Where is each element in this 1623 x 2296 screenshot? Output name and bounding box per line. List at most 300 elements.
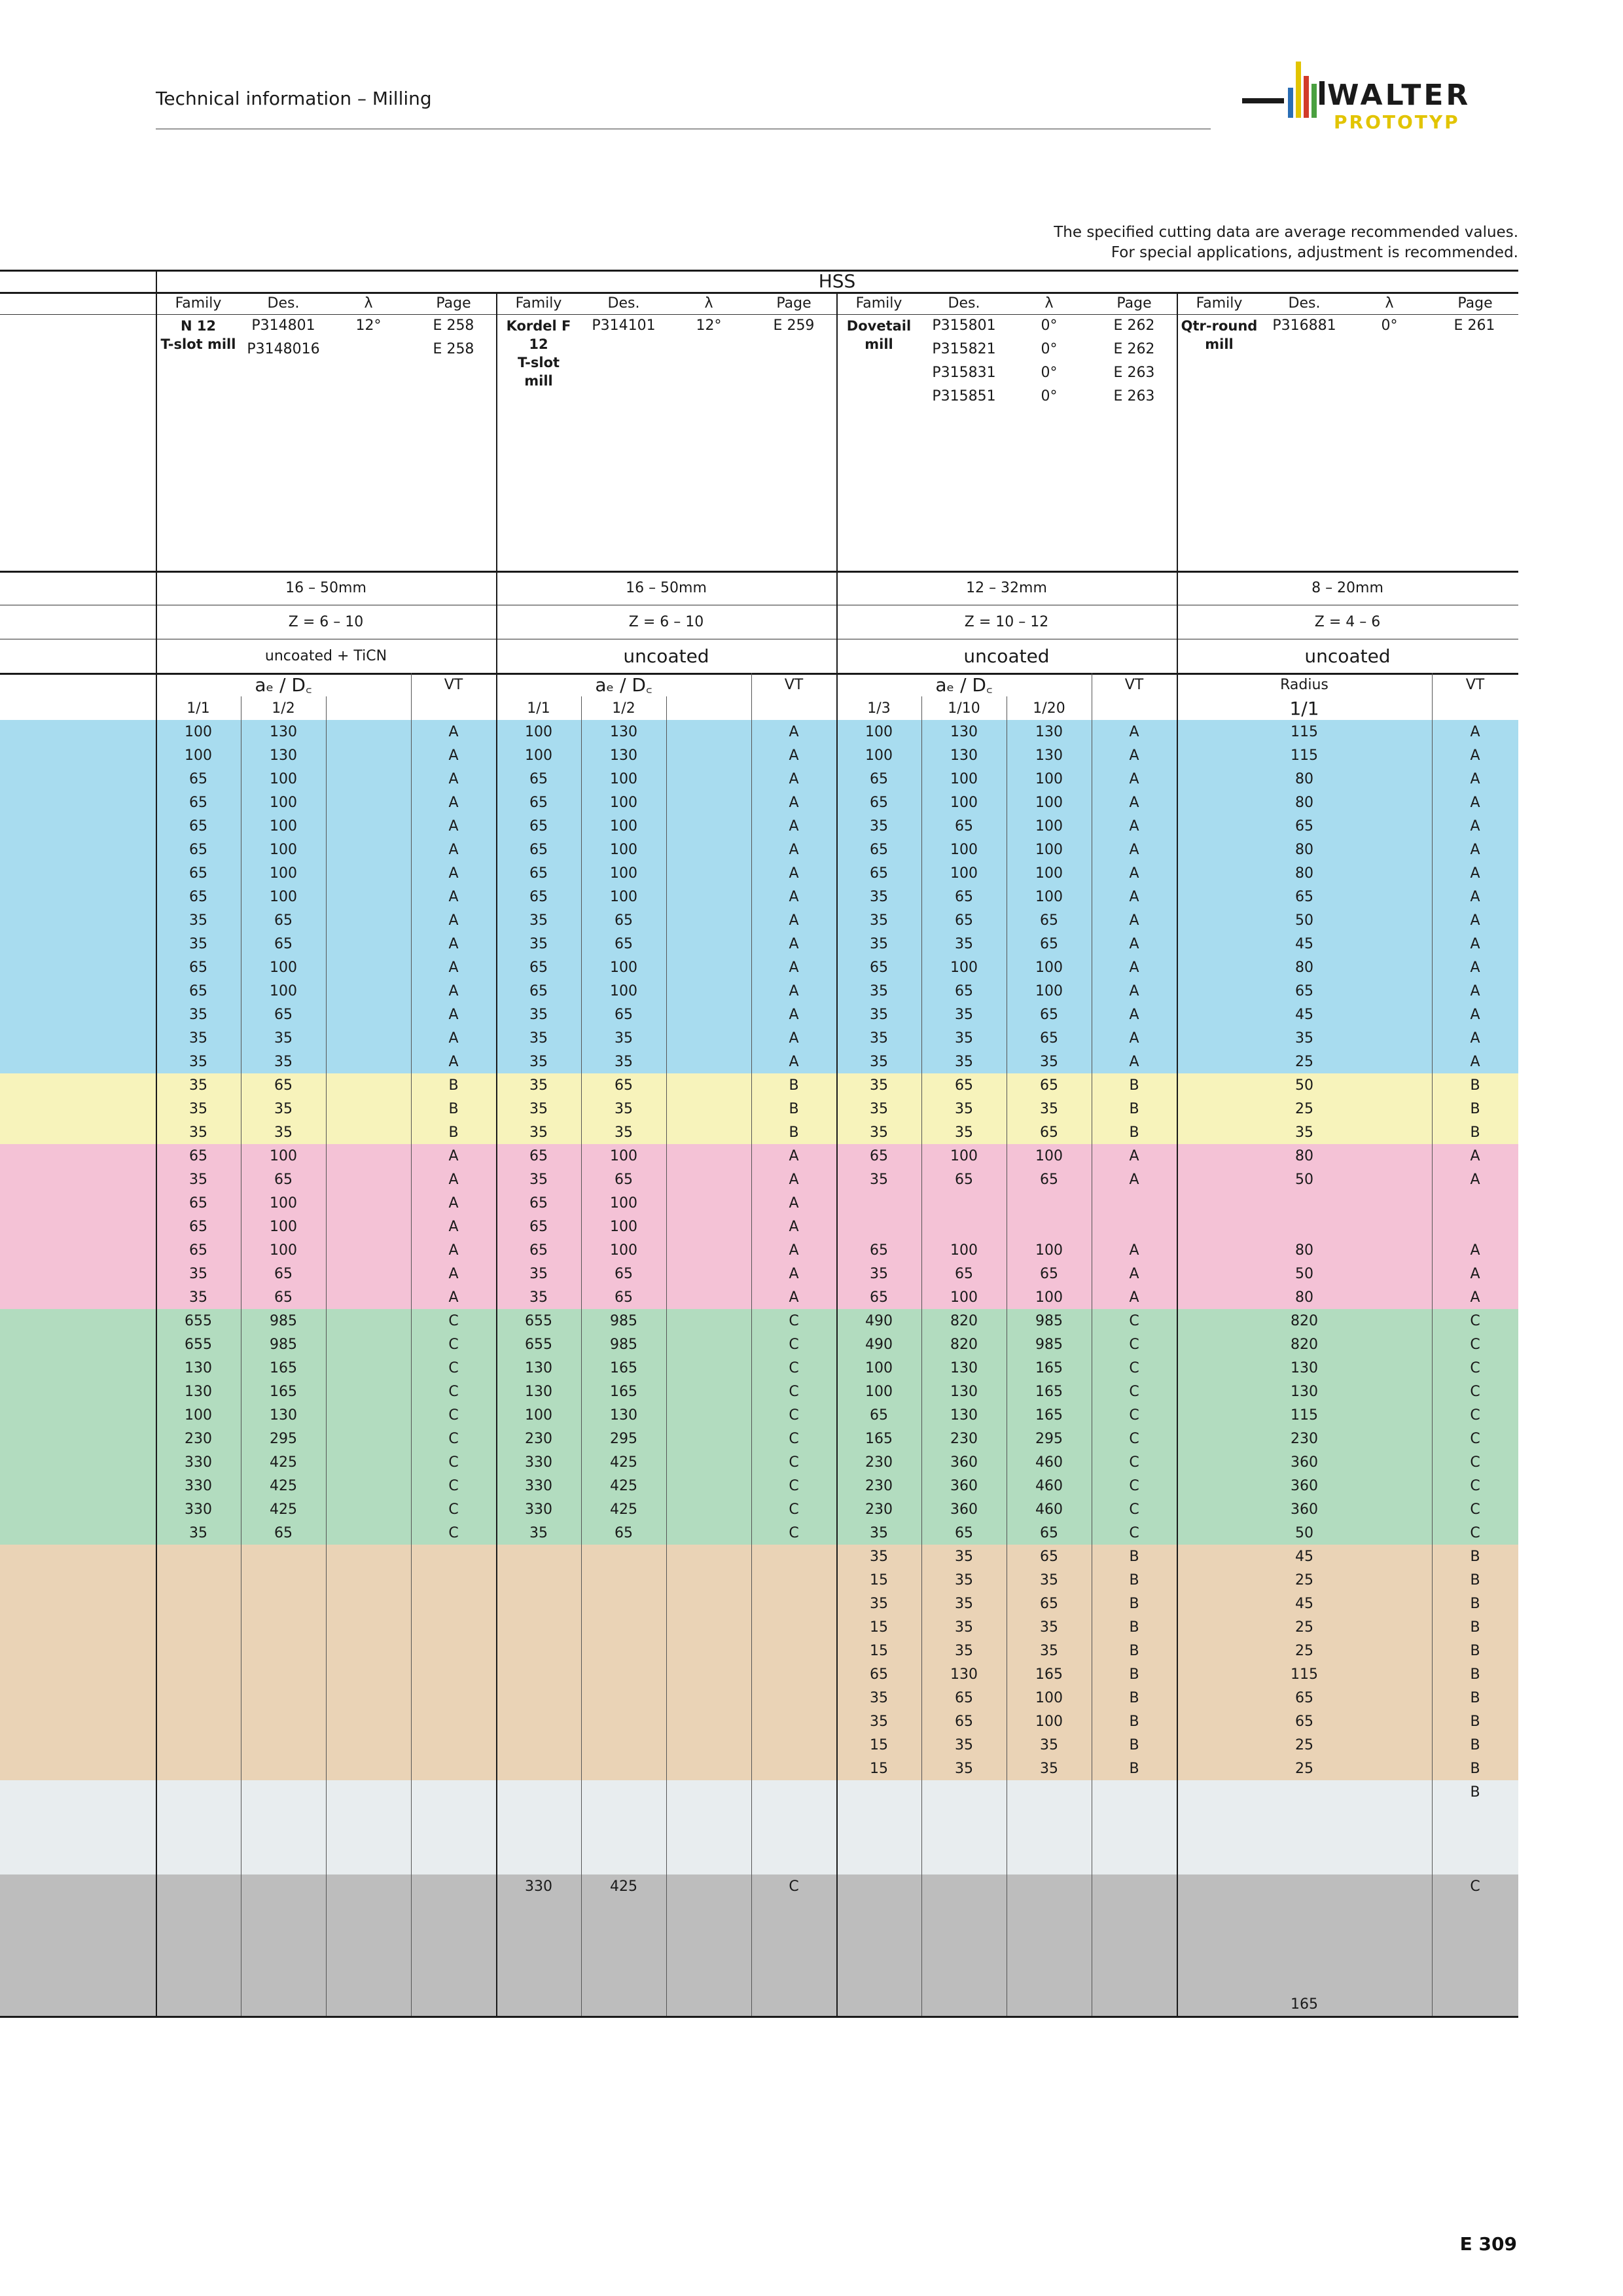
data-cell: 35 (955, 1053, 973, 1070)
data-cell (411, 1686, 496, 1710)
column-divider (921, 1309, 922, 1333)
data-cell (666, 1969, 751, 1992)
column-divider (1432, 744, 1433, 767)
data-cell (156, 1757, 241, 1780)
column-divider (156, 838, 157, 861)
data-cell: 50 (1295, 1171, 1313, 1188)
column-divider (836, 838, 838, 861)
column-divider (751, 1969, 752, 1992)
data-cell (326, 1073, 411, 1097)
column-divider (156, 1097, 157, 1121)
data-cell: A (789, 865, 799, 882)
column-divider (836, 1969, 838, 1992)
data-cell: 230 (1291, 1430, 1318, 1447)
coating-row (0, 639, 1518, 673)
column-divider (411, 1851, 412, 1874)
data-cell (836, 1827, 921, 1851)
tool-des-item: P314101 (592, 317, 656, 334)
data-cell: 130 (950, 747, 978, 764)
data-cell (581, 1780, 666, 1804)
column-divider (581, 1686, 582, 1710)
column-divider (836, 292, 838, 314)
column-divider (326, 1615, 327, 1639)
column-divider (921, 1686, 922, 1710)
tool-des-list (1262, 314, 1347, 338)
column-divider (836, 1662, 838, 1686)
column-divider (1432, 1003, 1433, 1026)
data-cell: 655 (525, 1336, 552, 1353)
column-divider (326, 1898, 327, 1922)
column-divider (1432, 861, 1433, 885)
column-divider (751, 1521, 752, 1545)
data-cell: 65 (955, 888, 973, 905)
column-divider (581, 1238, 582, 1262)
data-cell: 25 (1295, 1619, 1313, 1636)
column-divider (156, 1804, 157, 1827)
vt-header: VT (1465, 676, 1485, 693)
column-divider (751, 908, 752, 932)
column-divider (496, 1073, 497, 1097)
column-divider (411, 979, 412, 1003)
data-cell: 115 (1291, 1407, 1318, 1424)
data-cell (921, 1874, 1007, 1898)
data-cell: 100 (865, 723, 893, 740)
data-cell (836, 1780, 921, 1804)
column-divider (326, 1592, 327, 1615)
column-divider (326, 1969, 327, 1992)
data-cell: 100 (950, 1147, 978, 1164)
data-cell: 100 (270, 959, 297, 976)
data-cell: 35 (1040, 1100, 1058, 1117)
column-divider (836, 673, 838, 696)
data-cell: A (448, 817, 459, 834)
column-divider (1177, 1710, 1178, 1733)
column-divider (666, 1309, 667, 1333)
column-divider (496, 720, 497, 744)
tool-des-list (581, 314, 666, 338)
column-divider (1177, 1097, 1178, 1121)
column-divider (326, 1686, 327, 1710)
column-divider (411, 1568, 412, 1592)
column-divider (496, 673, 497, 696)
column-divider (1177, 1615, 1178, 1639)
data-cell (666, 1545, 751, 1568)
data-cell: 655 (185, 1312, 212, 1329)
data-cell (666, 1945, 751, 1969)
column-divider (326, 1050, 327, 1073)
data-cell (666, 838, 751, 861)
tool-des-item: P315831 (932, 365, 996, 381)
data-row (0, 1710, 1518, 1733)
column-divider (1177, 314, 1178, 571)
data-cell: 130 (270, 1407, 297, 1424)
tool-teeth: Z = 4 – 6 (1314, 613, 1381, 630)
data-cell: 65 (1040, 912, 1058, 929)
column-divider (411, 1992, 412, 2016)
data-cell: 25 (1295, 1736, 1313, 1753)
data-cell (326, 885, 411, 908)
tool-lambda-item: 12° (355, 317, 382, 334)
data-cell: B (1129, 1548, 1139, 1565)
data-cell (666, 1898, 751, 1922)
data-cell: 100 (950, 770, 978, 787)
tool-des-item: P315851 (932, 388, 996, 404)
data-cell (836, 1969, 921, 1992)
tool-lambda-item: 0° (1041, 365, 1058, 381)
data-cell: 65 (615, 1289, 633, 1306)
data-cell: A (448, 1030, 459, 1047)
column-divider (411, 696, 412, 720)
column-divider (1432, 1874, 1433, 1898)
data-cell: B (1129, 1100, 1139, 1117)
data-cell (326, 1285, 411, 1309)
data-cell: 165 (270, 1383, 297, 1400)
column-label-row (0, 292, 1518, 314)
tool-coating: uncoated (1304, 645, 1391, 667)
column-divider (666, 1757, 667, 1780)
data-cell: 65 (189, 1218, 207, 1235)
data-row (0, 1073, 1518, 1097)
data-cell: 35 (955, 1030, 973, 1047)
data-cell: 100 (610, 959, 637, 976)
column-divider (836, 1757, 838, 1780)
column-divider (1177, 1851, 1178, 1874)
column-divider (836, 1427, 838, 1450)
data-row (0, 720, 1518, 744)
data-cell: 65 (529, 770, 548, 787)
data-cell: 100 (1035, 959, 1063, 976)
data-cell (1177, 1851, 1432, 1874)
column-divider (326, 1097, 327, 1121)
column-divider (581, 1168, 582, 1191)
column-divider (496, 1498, 497, 1521)
column-divider (156, 1686, 157, 1710)
data-cell (326, 1450, 411, 1474)
column-divider (411, 1615, 412, 1639)
column-divider (836, 1168, 838, 1191)
ae-subheader-row (0, 696, 1518, 720)
column-divider (156, 1380, 157, 1403)
column-divider (156, 767, 157, 791)
data-cell: 35 (189, 1524, 207, 1541)
column-divider (581, 1309, 582, 1333)
data-cell: C (1129, 1501, 1139, 1518)
column-divider (921, 1898, 922, 1922)
data-cell (326, 1827, 411, 1851)
data-cell: A (1470, 723, 1480, 740)
column-divider (751, 791, 752, 814)
data-cell: 25 (1295, 1571, 1313, 1588)
column-divider (411, 1121, 412, 1144)
data-cell: B (1470, 1077, 1480, 1094)
data-cell: 100 (185, 723, 212, 740)
tool-des-item: P316881 (1272, 317, 1336, 334)
column-divider (326, 932, 327, 956)
data-cell (751, 1922, 836, 1945)
data-cell: 35 (870, 1171, 888, 1188)
data-cell: 65 (1040, 1171, 1058, 1188)
column-divider (156, 673, 157, 696)
column-divider (411, 1144, 412, 1168)
column-divider (1177, 1757, 1178, 1780)
data-cell: 100 (950, 794, 978, 811)
data-cell: 65 (1295, 982, 1313, 999)
data-cell: 130 (610, 747, 637, 764)
column-divider (1177, 1969, 1178, 1992)
column-divider (581, 1710, 582, 1733)
column-divider (581, 1050, 582, 1073)
data-cell (241, 1804, 326, 1827)
column-divider (411, 1238, 412, 1262)
data-cell: C (1470, 1383, 1480, 1400)
data-cell: 65 (615, 912, 633, 929)
column-divider (156, 1144, 157, 1168)
column-divider (496, 1333, 497, 1356)
data-cell (496, 1992, 581, 2016)
data-cell (1007, 1215, 1092, 1238)
data-cell: 165 (1291, 1996, 1318, 2013)
column-divider (751, 1615, 752, 1639)
tool-family-name: N 12 T-slot mill (160, 318, 236, 352)
data-cell: C (1129, 1383, 1139, 1400)
data-cell: 35 (189, 912, 207, 929)
column-divider (581, 1498, 582, 1521)
column-divider (496, 1780, 497, 1804)
column-divider (1432, 1333, 1433, 1356)
data-cell (921, 1898, 1007, 1922)
column-divider (156, 270, 157, 292)
data-cell: A (448, 723, 459, 740)
data-cell (1432, 1945, 1518, 1969)
tool-page-item: E 258 (433, 341, 474, 357)
column-divider (1177, 292, 1178, 314)
data-cell: 425 (270, 1454, 297, 1471)
data-cell: A (789, 912, 799, 929)
data-cell (326, 1710, 411, 1733)
column-divider (411, 1191, 412, 1215)
data-cell: 100 (1035, 817, 1063, 834)
column-divider (581, 1992, 582, 2016)
column-divider (1177, 1474, 1178, 1498)
column-divider (1432, 1851, 1433, 1874)
column-divider (666, 696, 667, 720)
column-divider (836, 1073, 838, 1097)
column-divider (411, 1168, 412, 1191)
column-divider (1177, 1050, 1178, 1073)
column-divider (326, 1874, 327, 1898)
data-cell: 65 (1040, 935, 1058, 952)
column-divider (496, 1757, 497, 1780)
column-divider (751, 1662, 752, 1686)
column-divider (581, 1474, 582, 1498)
column-divider (156, 1780, 157, 1804)
data-cell (156, 1545, 241, 1568)
data-cell: 100 (610, 1218, 637, 1235)
col-label-des: Des. (948, 295, 980, 312)
data-cell: 15 (870, 1619, 888, 1636)
column-divider (1177, 1686, 1178, 1710)
data-cell: B (1470, 1666, 1480, 1683)
column-divider (836, 314, 838, 571)
column-divider (581, 1003, 582, 1026)
column-divider (751, 1450, 752, 1474)
data-cell: 100 (270, 865, 297, 882)
column-divider (326, 744, 327, 767)
column-divider (921, 1285, 922, 1309)
data-cell: B (1470, 1784, 1480, 1801)
column-divider (1177, 1121, 1178, 1144)
data-cell: 100 (610, 888, 637, 905)
column-divider (921, 1380, 922, 1403)
column-divider (326, 720, 327, 744)
data-cell (326, 1922, 411, 1945)
data-cell (411, 1568, 496, 1592)
data-row (0, 1356, 1518, 1380)
column-divider (581, 1898, 582, 1922)
column-divider (411, 885, 412, 908)
column-divider (751, 1262, 752, 1285)
data-cell (156, 1969, 241, 1992)
column-divider (156, 885, 157, 908)
data-cell: 130 (950, 1666, 978, 1683)
column-divider (496, 1050, 497, 1073)
column-divider (751, 1403, 752, 1427)
data-cell: 130 (525, 1359, 552, 1376)
data-cell (751, 1639, 836, 1662)
data-cell: 100 (270, 1242, 297, 1259)
tool-coating: uncoated (623, 645, 709, 667)
data-row (0, 1639, 1518, 1662)
data-cell: 35 (870, 1265, 888, 1282)
data-row (0, 1733, 1518, 1757)
data-cell (496, 1686, 581, 1710)
data-cell: B (789, 1100, 799, 1117)
data-cell: A (1129, 888, 1139, 905)
ae-dc-subheader: 1/20 (1033, 700, 1065, 717)
data-cell (496, 1545, 581, 1568)
data-cell: C (448, 1383, 459, 1400)
data-cell: B (448, 1124, 459, 1141)
column-divider (921, 1238, 922, 1262)
column-divider (1432, 1474, 1433, 1498)
data-cell (751, 1757, 836, 1780)
data-cell: 100 (525, 747, 552, 764)
data-cell (411, 1804, 496, 1827)
column-divider (496, 1026, 497, 1050)
column-divider (666, 1474, 667, 1498)
data-cell (751, 1710, 836, 1733)
column-divider (1177, 1026, 1178, 1050)
column-divider (1432, 1380, 1433, 1403)
data-cell: 100 (270, 1218, 297, 1235)
column-divider (581, 1262, 582, 1285)
data-cell: 100 (1035, 1147, 1063, 1164)
column-divider (496, 314, 497, 571)
column-divider (921, 814, 922, 838)
data-cell: 35 (870, 1524, 888, 1541)
data-cell (411, 1992, 496, 2016)
data-cell (326, 1003, 411, 1026)
column-divider (666, 1168, 667, 1191)
data-cell (1432, 1898, 1518, 1922)
column-divider (411, 1050, 412, 1073)
column-divider (326, 1733, 327, 1757)
column-divider (836, 861, 838, 885)
column-divider (751, 1333, 752, 1356)
column-divider (921, 1026, 922, 1050)
column-divider (921, 1992, 922, 2016)
column-divider (326, 1168, 327, 1191)
column-divider (496, 1427, 497, 1450)
column-divider (836, 1780, 838, 1804)
column-divider (1432, 1285, 1433, 1309)
column-divider (666, 932, 667, 956)
data-cell (326, 720, 411, 744)
data-cell: B (1470, 1571, 1480, 1588)
column-divider (751, 1568, 752, 1592)
column-divider (581, 1403, 582, 1427)
data-cell: 80 (1295, 1289, 1313, 1306)
data-cell: A (448, 865, 459, 882)
data-cell: 65 (955, 1713, 973, 1730)
column-divider (581, 1922, 582, 1945)
data-cell (326, 1309, 411, 1333)
column-divider (921, 1780, 922, 1804)
data-cell: 35 (955, 1642, 973, 1659)
column-divider (1177, 1874, 1178, 1898)
column-divider (921, 1097, 922, 1121)
column-divider (581, 1827, 582, 1851)
data-cell (156, 1804, 241, 1827)
data-row (0, 956, 1518, 979)
data-cell (921, 1804, 1007, 1827)
data-cell (156, 1592, 241, 1615)
data-cell: 230 (950, 1430, 978, 1447)
data-cell: B (1470, 1713, 1480, 1730)
data-cell: A (789, 817, 799, 834)
column-divider (496, 1121, 497, 1144)
data-cell (666, 1874, 751, 1898)
data-cell: 35 (1295, 1030, 1313, 1047)
data-cell: 330 (525, 1477, 552, 1494)
column-divider (921, 1333, 922, 1356)
data-cell: A (448, 841, 459, 858)
column-divider (1432, 1097, 1433, 1121)
data-cell: 50 (1295, 912, 1313, 929)
column-divider (496, 1403, 497, 1427)
column-divider (156, 1851, 157, 1874)
data-cell (241, 1945, 326, 1969)
data-cell: 65 (189, 865, 207, 882)
column-divider (156, 1050, 157, 1073)
data-row (0, 1285, 1518, 1309)
data-cell: 35 (955, 1548, 973, 1565)
data-cell: 65 (955, 1077, 973, 1094)
data-cell: 35 (529, 1289, 548, 1306)
column-divider (496, 1922, 497, 1945)
data-cell: 35 (1040, 1053, 1058, 1070)
data-cell (581, 1898, 666, 1922)
column-divider (751, 696, 752, 720)
tool-page-item: E 262 (1113, 317, 1155, 334)
data-cell: 100 (1035, 1289, 1063, 1306)
column-divider (921, 1757, 922, 1780)
column-divider (666, 1073, 667, 1097)
data-cell: 65 (529, 865, 548, 882)
cutting-data-note (1054, 223, 1518, 263)
data-cell (1092, 1804, 1177, 1827)
data-cell (326, 1945, 411, 1969)
